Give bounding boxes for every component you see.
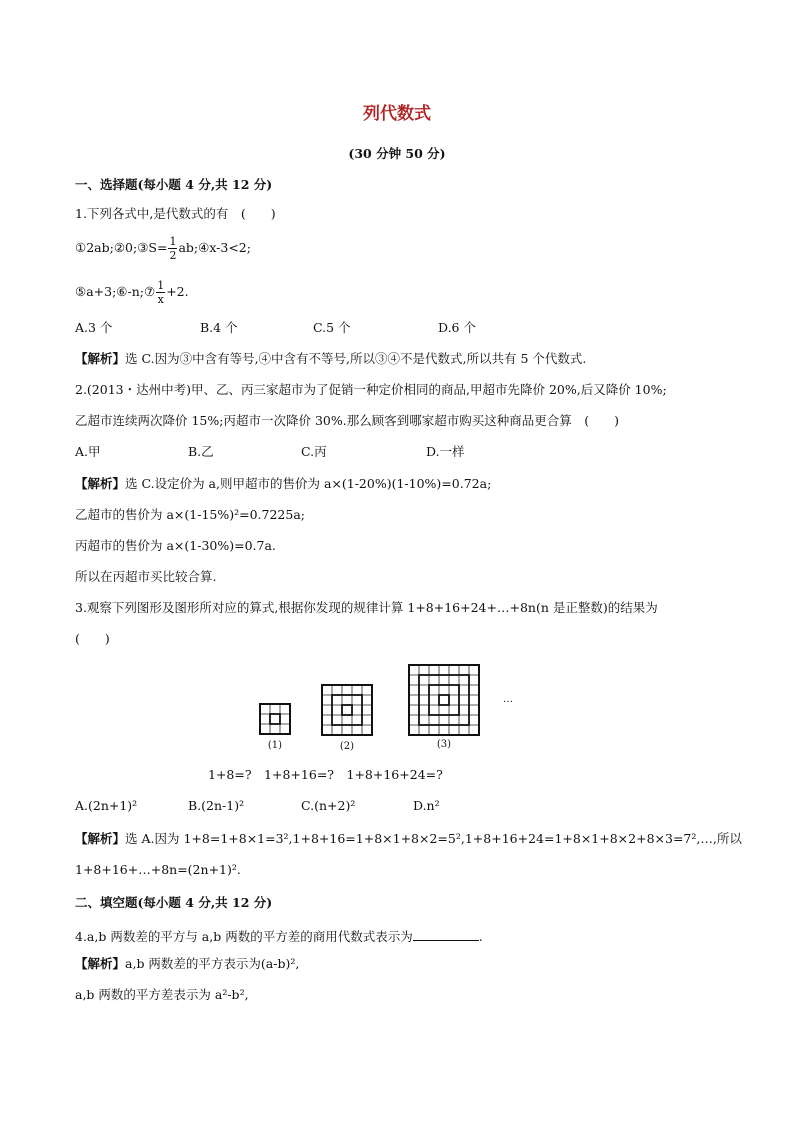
question-3-stem-line1: 3.观察下列图形及图形所对应的算式,根据你发现的规律计算 1+8+16+24+…+8n(n 是正整数)的结果为 xyxy=(75,600,658,615)
fraction-one-half xyxy=(168,236,177,261)
question-2-option-c: C.丙 xyxy=(301,444,327,459)
question-2-option-a: A.甲 xyxy=(75,444,101,459)
fraction-denominator: 2 xyxy=(169,249,177,262)
analysis-label: 【解析】 xyxy=(75,831,126,846)
analysis-label: 【解析】 xyxy=(75,351,126,366)
question-1-option-a: A.3 个 xyxy=(75,320,113,335)
question-2-stem-line1: 2.(2013・达州中考)甲、乙、丙三家超市为了促销一种定价相同的商品,甲超市先降价 20%,后又降价 10%; xyxy=(75,382,667,397)
square-pattern-svg xyxy=(250,660,540,760)
q1-line1-part-a: ①2ab;②0;③S= xyxy=(75,240,168,255)
section-heading-choice: 一、选择题(每小题 4 分,共 12 分) xyxy=(75,177,273,192)
question-4-analysis-line2: a,b 两数的平方差表示为 a²-b², xyxy=(75,987,249,1002)
question-3-analysis-line1 xyxy=(75,833,742,846)
question-3-option-c: C.(n+2)² xyxy=(301,798,356,813)
q4-stem-text: 4.a,b 两数差的平方与 a,b 两数的平方差的商用代数式表示为 xyxy=(75,929,413,944)
analysis-label: 【解析】 xyxy=(75,956,126,971)
fraction-denominator: x xyxy=(157,293,164,306)
question-2-option-d: D.一样 xyxy=(426,444,465,459)
question-1-analysis xyxy=(75,353,586,366)
question-1-option-c: C.5 个 xyxy=(313,320,351,335)
analysis-label: 【解析】 xyxy=(75,476,126,491)
question-1-stem: 1.下列各式中,是代数式的有 ( ) xyxy=(75,206,276,221)
question-3-option-a: A.(2n+1)² xyxy=(75,798,138,813)
analysis-text: 选 A.因为 1+8=1+8×1=3²,1+8+16=1+8×1+8×2=5²,1+8+16+24=1+8×1+8×2+8×3=7²,…,所以 xyxy=(125,831,742,846)
figure-1-label: (1) xyxy=(267,740,283,751)
analysis-text: 选 C.因为③中含有等号,④中含有不等号,所以③④不是代数式,所以共有 5 个代数式. xyxy=(125,351,587,366)
question-4-analysis-line1 xyxy=(75,958,299,971)
question-1-option-b: B.4 个 xyxy=(200,320,238,335)
q1-line1-part-b: ab;④x-3<2; xyxy=(178,240,251,255)
figure-ellipsis: … xyxy=(503,694,513,705)
q1-line2-part-a: ⑤a+3;⑥-n;⑦ xyxy=(75,284,156,299)
analysis-text: 选 C.设定价为 a,则甲超市的售价为 a×(1-20%)(1-10%)=0.72a; xyxy=(125,476,492,491)
question-2-stem-line2: 乙超市连续两次降价 15%;丙超市一次降价 30%.那么顾客到哪家超市购买这种商品更合算 ( ) xyxy=(75,413,619,428)
question-3-stem-line2: ( ) xyxy=(75,631,110,646)
question-3-analysis-line2: 1+8+16+…+8n=(2n+1)². xyxy=(75,862,241,877)
figure-1-grid xyxy=(260,704,290,734)
square-pattern-figure xyxy=(250,660,540,760)
question-3-equations: 1+8=? 1+8+16=? 1+8+16+24=? xyxy=(208,767,443,782)
time-score-subtitle: (30 分钟 50 分) xyxy=(348,146,446,161)
q1-line2-part-b: +2. xyxy=(166,284,189,299)
q4-stem-end: . xyxy=(478,929,483,944)
section-heading-fill-in: 二、填空题(每小题 4 分,共 12 分) xyxy=(75,895,273,910)
question-1-option-d: D.6 个 xyxy=(438,320,476,335)
question-1-items-line1 xyxy=(75,236,251,261)
question-3-option-d: D.n² xyxy=(413,798,440,813)
figure-2-grid xyxy=(322,685,372,735)
question-2-analysis-line4: 所以在丙超市买比较合算. xyxy=(75,569,217,584)
question-2-option-b: B.乙 xyxy=(188,444,214,459)
question-4-stem xyxy=(75,928,483,944)
question-2-analysis-line3: 丙超市的售价为 a×(1-30%)=0.7a. xyxy=(75,538,276,553)
figure-2-label: (2) xyxy=(339,741,355,752)
fraction-numerator: 1 xyxy=(169,235,177,248)
figure-3-grid xyxy=(409,665,479,735)
question-2-analysis-line2: 乙超市的售价为 a×(1-15%)²=0.7225a; xyxy=(75,507,305,522)
question-1-items-line2 xyxy=(75,280,189,305)
figure-3-label: (3) xyxy=(436,739,452,750)
page-title: 列代数式 xyxy=(363,104,431,124)
analysis-text: a,b 两数差的平方表示为(a-b)², xyxy=(125,956,300,971)
fraction-numerator: 1 xyxy=(157,279,165,292)
question-3-option-b: B.(2n-1)² xyxy=(188,798,245,813)
fraction-one-over-x xyxy=(156,280,165,305)
question-2-analysis-line1 xyxy=(75,478,491,491)
answer-blank[interactable] xyxy=(413,928,479,941)
